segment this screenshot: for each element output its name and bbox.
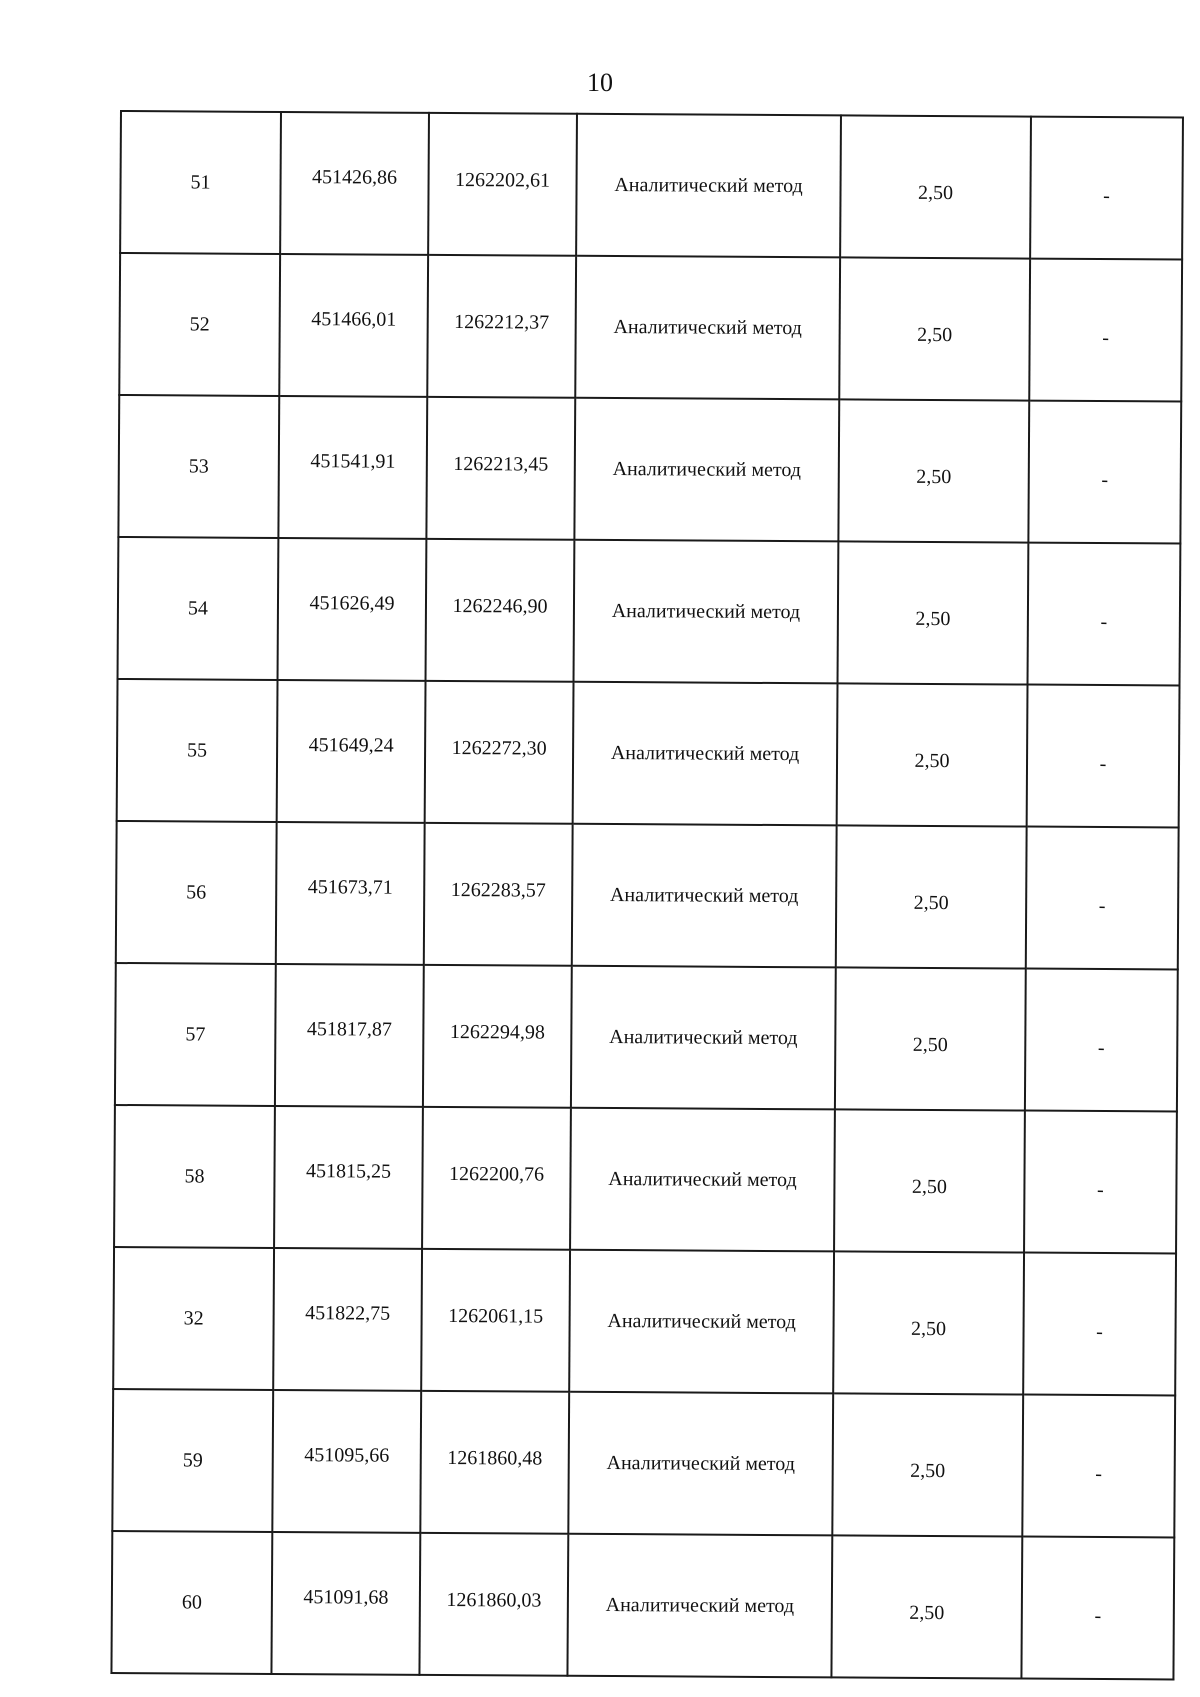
x-coordinate-cell: 451673,71 xyxy=(276,822,425,965)
table-row xyxy=(117,679,1180,827)
x-coordinate-cell: 451541,91 xyxy=(278,396,427,539)
coordinates-table xyxy=(110,110,1184,1680)
x-coordinate-cell: 451822,75 xyxy=(273,1248,422,1391)
method-cell: Аналитический метод xyxy=(567,1534,832,1678)
y-coordinate-cell: 1261860,03 xyxy=(419,1533,568,1676)
point-number-cell: 58 xyxy=(114,1105,275,1248)
y-coordinate-cell: 1262294,98 xyxy=(423,965,572,1108)
y-coordinate-cell: 1262212,37 xyxy=(427,255,576,398)
page-number: 10 xyxy=(587,68,613,97)
accuracy-cell: 2,50 xyxy=(831,1535,1022,1678)
method-cell: Аналитический метод xyxy=(576,114,841,258)
accuracy-cell: 2,50 xyxy=(838,399,1029,542)
point-number-cell: 55 xyxy=(117,679,278,822)
x-coordinate-cell: 451426,86 xyxy=(280,112,429,255)
table-row xyxy=(115,963,1178,1111)
method-cell: Аналитический метод xyxy=(573,682,838,826)
y-coordinate-cell: 1262202,61 xyxy=(428,113,577,256)
x-coordinate-cell: 451095,66 xyxy=(272,1390,421,1533)
method-cell: Аналитический метод xyxy=(575,256,840,400)
table-row xyxy=(111,1531,1174,1679)
point-number-cell: 54 xyxy=(118,537,279,680)
point-number-cell: 53 xyxy=(118,395,279,538)
description-cell: - xyxy=(1028,401,1181,544)
table-row xyxy=(118,395,1181,543)
y-coordinate-cell: 1262200,76 xyxy=(422,1107,571,1250)
coordinates-table-body xyxy=(111,111,1183,1679)
description-cell: - xyxy=(1026,827,1179,970)
table-row xyxy=(113,1247,1176,1395)
point-number-cell: 57 xyxy=(115,963,276,1106)
method-cell: Аналитический метод xyxy=(568,1392,833,1536)
accuracy-cell: 2,50 xyxy=(836,825,1027,968)
table-row xyxy=(119,253,1182,401)
description-cell: - xyxy=(1030,117,1183,260)
description-cell: - xyxy=(1027,685,1180,828)
x-coordinate-cell: 451466,01 xyxy=(279,254,428,397)
method-cell: Аналитический метод xyxy=(574,398,839,542)
point-number-cell: 59 xyxy=(112,1389,273,1532)
description-cell: - xyxy=(1023,1253,1176,1396)
x-coordinate-cell: 451815,25 xyxy=(274,1106,423,1249)
accuracy-cell: 2,50 xyxy=(838,541,1029,684)
method-cell: Аналитический метод xyxy=(570,1108,835,1252)
accuracy-cell: 2,50 xyxy=(833,1251,1024,1394)
method-cell: Аналитический метод xyxy=(572,824,837,968)
accuracy-cell: 2,50 xyxy=(837,683,1028,826)
y-coordinate-cell: 1262283,57 xyxy=(424,823,573,966)
x-coordinate-cell: 451091,68 xyxy=(271,1532,420,1675)
y-coordinate-cell: 1261860,48 xyxy=(420,1391,569,1534)
table-row xyxy=(120,111,1183,259)
method-cell: Аналитический метод xyxy=(574,540,839,684)
method-cell: Аналитический метод xyxy=(571,966,836,1110)
description-cell: - xyxy=(1021,1537,1174,1680)
y-coordinate-cell: 1262061,15 xyxy=(421,1249,570,1392)
accuracy-cell: 2,50 xyxy=(835,967,1026,1110)
table-row xyxy=(118,537,1181,685)
description-cell: - xyxy=(1024,1111,1177,1254)
point-number-cell: 32 xyxy=(113,1247,274,1390)
point-number-cell: 56 xyxy=(116,821,277,964)
description-cell: - xyxy=(1022,1395,1175,1538)
description-cell: - xyxy=(1029,259,1182,402)
point-number-cell: 51 xyxy=(120,111,281,254)
table-row xyxy=(116,821,1179,969)
y-coordinate-cell: 1262246,90 xyxy=(426,539,575,682)
table-row xyxy=(112,1389,1175,1537)
accuracy-cell: 2,50 xyxy=(840,115,1031,258)
x-coordinate-cell: 451626,49 xyxy=(278,538,427,681)
accuracy-cell: 2,50 xyxy=(839,257,1030,400)
point-number-cell: 60 xyxy=(111,1531,272,1674)
x-coordinate-cell: 451649,24 xyxy=(277,680,426,823)
y-coordinate-cell: 1262213,45 xyxy=(426,397,575,540)
table-row xyxy=(114,1105,1177,1253)
y-coordinate-cell: 1262272,30 xyxy=(425,681,574,824)
description-cell: - xyxy=(1028,543,1181,686)
x-coordinate-cell: 451817,87 xyxy=(275,964,424,1107)
method-cell: Аналитический метод xyxy=(569,1250,834,1394)
accuracy-cell: 2,50 xyxy=(832,1393,1023,1536)
description-cell: - xyxy=(1025,969,1178,1112)
accuracy-cell: 2,50 xyxy=(834,1109,1025,1252)
point-number-cell: 52 xyxy=(119,253,280,396)
